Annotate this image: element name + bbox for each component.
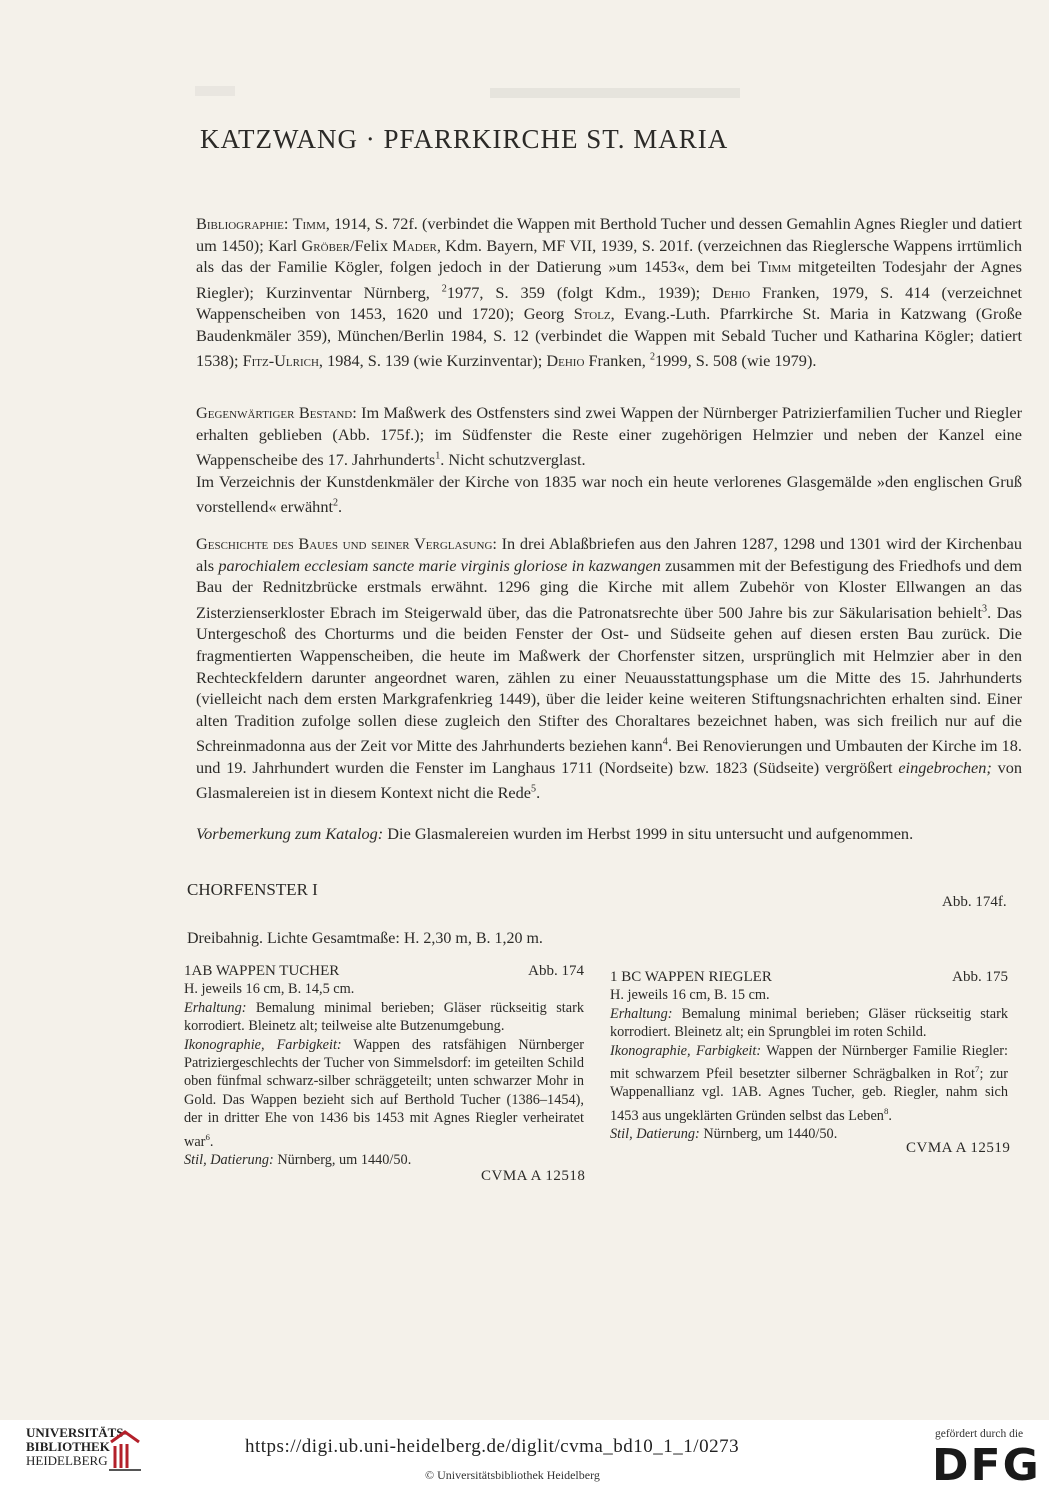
text-run: Fitz-Ulrich (242, 351, 319, 371)
section-heading: CHORFENSTER I (187, 880, 318, 899)
text-run: 5 (531, 783, 537, 795)
library-line: BIBLIOTHEK (26, 1439, 110, 1454)
text-run: mitgeteilten Todesjahr der Agnes Riegler); Kurzinventar Nürnberg, (196, 257, 1022, 302)
vorbemerkung-label: Vorbemerkung zum Katalog: (196, 824, 384, 843)
text-run: 1999, S. 508 (wie 1979). (655, 351, 817, 371)
page-title: KATZWANG · PFARRKIRCHE ST. MARIA (200, 124, 729, 154)
text-run: Stolz (573, 304, 611, 324)
bibliography-text (196, 214, 1022, 370)
text-run: Franken, 1979, S. 414 (verzeichnet Wappenscheiben von 1453, 1620 und 1720); Georg (196, 282, 1022, 324)
text-run: Gröber (301, 235, 350, 255)
geschichte-label: Geschichte des Baues und seiner Verglasung: (196, 534, 497, 553)
text-run: Stil, Datierung: (184, 1151, 274, 1168)
text-run: , Evang.-Luth. Pfarrkirche St. Maria in Katzwang (Große Baudenkmäler 359), München/Berlin 1984, S. 12 (verbindet die Wappen mit Sebald Tucher und Katharina Kögler; datiert 1538); (196, 304, 1022, 371)
text-run: Dehio (546, 351, 585, 371)
section-dimensions: Dreibahnig. Lichte Gesamtmaße: H. 2,30 m, B. 1,20 m. (187, 930, 543, 947)
text-run: Im Verzeichnis der Kunstdenkmäler der Kirche von 1835 war noch ein heute verlorenes Glasgemälde »den englischen Gruß vorstellend« erwähnt (196, 471, 1022, 516)
text-run: Bemalung minimal berieben; Gläser rückseitig stark korrodiert. Bleinetz alt; ein Sprungblei im roten Schild. (610, 1005, 1008, 1041)
text-run: H. jeweils 16 cm, B. 14,5 cm. (184, 981, 355, 998)
bestand-paragraph (196, 402, 1022, 517)
text-run: 8 (883, 1105, 889, 1116)
text-run: Dehio (712, 282, 751, 302)
bibliography-label: Bibliographie: (196, 214, 289, 233)
text-run: , Kdm. Bayern, MF VII, 1939, S. 201f. (verzeichnen das Rieglersche Wappens irrtümlich als das der Familie Kögler, folgen jedoch in der Datierung »um 1453«, dem bei (196, 235, 1022, 277)
text-run: Bemalung minimal berieben; Gläser rückseitig stark korrodiert. Bleinetz alt; teilweise alte Butzenumgebung. (184, 999, 584, 1035)
entry-title: 1 BC WAPPEN RIEGLER (610, 969, 772, 985)
entry-abb: Abb. 175 (952, 969, 1008, 985)
text-run: 7 (975, 1064, 980, 1075)
copyright-notice: © Universitätsbibliothek Heidelberg (425, 1468, 600, 1482)
text-run: Timm (757, 257, 792, 277)
text-run: 2 (441, 283, 447, 295)
text-run: von Glasmalereien ist in diesem Kontext nicht die Rede (196, 757, 1022, 802)
text-run: . (536, 783, 541, 802)
entry-abb: Abb. 174 (528, 963, 584, 979)
text-run: 1 (435, 450, 441, 462)
text-run: zusammen mit der Befestigung des Friedhofs und dem Bau der Rednitzbrücke erstmals erwähnt. 1296 ging die Kirche mit allem Zubehör von Kloster Ellwangen an das Zisterzienserkloster Ebrach im Steigerwald über, das die Patronatsrechte über 500 Jahre bis zur Säkularisation behielt (196, 555, 1022, 622)
text-run: . (338, 496, 343, 516)
text-run: 2 (649, 351, 655, 363)
text-run: . Das Untergeschoß des Chorturms und die beiden Fenster der Ost- und Südseite gehen auf diesen ersten Bau zurück. Die fragmentierten Wappenscheiben, die heute im Maßwerk der Chorfenster sitzen, ursprünglich mit Helmzier aber in den Rechteckfeldern darunter angeordnet waren, zählen zu einer Neuausstattungsphase um die Mitte des 15. Jahrhunderts (vielleicht nach dem ersten Markgrafenkrieg 1449), über die leider keine weiteren Stiftungsnachrichten erhalten sind. Einer alten Tradition zufolge sollen diese zugleich den Stifter des Choraltares bezeichnet haben, was sich freilich nur auf die Schreinmadonna aus der Zeit vor Mitte des Jahrhunderts beziehen kann (196, 602, 1022, 756)
text-run: Mader (392, 235, 437, 255)
text-run: . (888, 1107, 892, 1124)
text-run: eingebrochen; (898, 757, 992, 777)
entry-tucher (184, 962, 584, 1169)
text-run: Im Maßwerk des Ostfensters sind zwei Wappen der Nürnberger Patrizierfamilien Tucher und Riegler erhalten geblieben (Abb. 175f.); im Südfenster die Reste einer zugehörigen Helmzier und neben der Kanzel eine Wappenscheibe des 17. Jahrhunderts (196, 403, 1022, 469)
entry-riegler (610, 968, 1008, 1143)
text-run: Franken, (584, 351, 650, 371)
cvma-number: CVMA A 12518 (481, 1168, 586, 1184)
text-run: /Felix (349, 235, 393, 255)
bleed-through-mark (195, 86, 235, 96)
text-run: . Bei Renovierungen und Umbauten der Kirche im 18. und 19. Jahrhundert wurden die Fenster im Langhaus 1711 (Nordseite) bzw. 1823 (Südseite) vergrößert (196, 736, 1023, 777)
text-run: Wappen der Nürnberger Familie Riegler: mit schwarzem Pfeil besetzter silberner Schrägbalken in Rot (610, 1042, 1008, 1082)
text-run: Nürnberg, um 1440/50. (699, 1125, 838, 1142)
text-run: , 1914, S. 72f. (verbindet die Wappen mit Berthold Tucher und dessen Gemahlin Agnes Riegler und datiert um 1450); Karl (196, 214, 1022, 255)
text-run: parochialem ecclesiam sancte marie virginis gloriose in kazwangen (218, 555, 661, 575)
geschichte-paragraph (196, 533, 1022, 804)
text-run: In drei Ablaßbriefen aus den Jahren 1287, 1298 und 1301 wird der Kirchenbau als (196, 534, 1022, 575)
library-line: UNIVERSITÄTS- (26, 1425, 128, 1440)
entry-body (184, 980, 584, 1169)
bibliography-paragraph (196, 213, 1022, 372)
text-run: . (209, 1133, 214, 1150)
text-run: Erhaltung: (610, 1005, 673, 1022)
section-abb: Abb. 174f. (942, 894, 1007, 910)
library-logo-icon[interactable] (105, 1428, 145, 1472)
bleed-through-mark (490, 88, 740, 98)
text-run: Ikonographie, Farbigkeit: (184, 1036, 342, 1053)
text-run: Nürnberg, um 1440/50. (273, 1151, 412, 1168)
vorbemerkung-paragraph (196, 823, 1022, 845)
cvma-number: CVMA A 12519 (906, 1140, 1011, 1156)
geschichte-text (196, 534, 1022, 802)
bestand-text-2 (196, 472, 1022, 516)
text-run: Stil, Datierung: (610, 1125, 700, 1142)
permalink-url[interactable]: https://digi.ub.uni-heidelberg.de/diglit/cvma_bd10_1_1/0273 (245, 1436, 740, 1457)
library-line: HEIDELBERG (26, 1453, 108, 1468)
text-run: Erhaltung: (184, 999, 247, 1016)
text-run: Ikonographie, Farbigkeit: (610, 1042, 762, 1059)
text-run: 1977, S. 359 (folgt Kdm., 1939); (446, 282, 713, 302)
bestand-label: Gegenwärtiger Bestand: (196, 403, 357, 422)
funder-caption: gefördert durch die (935, 1428, 1024, 1440)
text-run: . Nicht schutzverglast. (440, 449, 586, 469)
text-run: ; zur Wappenallianz vgl. 1AB. Agnes Tucher, geb. Riegler, nahm sich 1453 aus ungeklärten Gründen selbst das Leben (610, 1065, 1008, 1124)
vorbemerkung-text: Die Glasmalereien wurden im Herbst 1999 in situ untersucht und aufgenommen. (383, 824, 914, 843)
text-run: Wappen des ratsfähigen Nürnberger Patriziergeschlechts der Tucher von Simmelsdorf: im geteilten Schild oben fünfmal schwarz-silber schräggeteilt; unten schwarzer Mohr in Gold. Das Wappen bezieht sich auf Berthold Tucher (1386–1454), der in dritter Ehe von 1436 bis 1453 mit Agnes Riegler verheiratet war (184, 1036, 584, 1150)
text-run: 4 (662, 736, 668, 748)
entry-body (610, 986, 1008, 1143)
dfg-logo[interactable]: DFG (932, 1440, 1041, 1491)
entry-title: 1AB WAPPEN TUCHER (184, 963, 340, 979)
text-run: 2 (333, 497, 339, 509)
text-run: H. jeweils 16 cm, B. 15 cm. (610, 987, 770, 1004)
text-run: Timm (292, 214, 326, 233)
text-run: 3 (982, 603, 988, 615)
text-run: 6 (205, 1131, 210, 1142)
text-run: , 1984, S. 139 (wie Kurzinventar); (318, 351, 547, 371)
